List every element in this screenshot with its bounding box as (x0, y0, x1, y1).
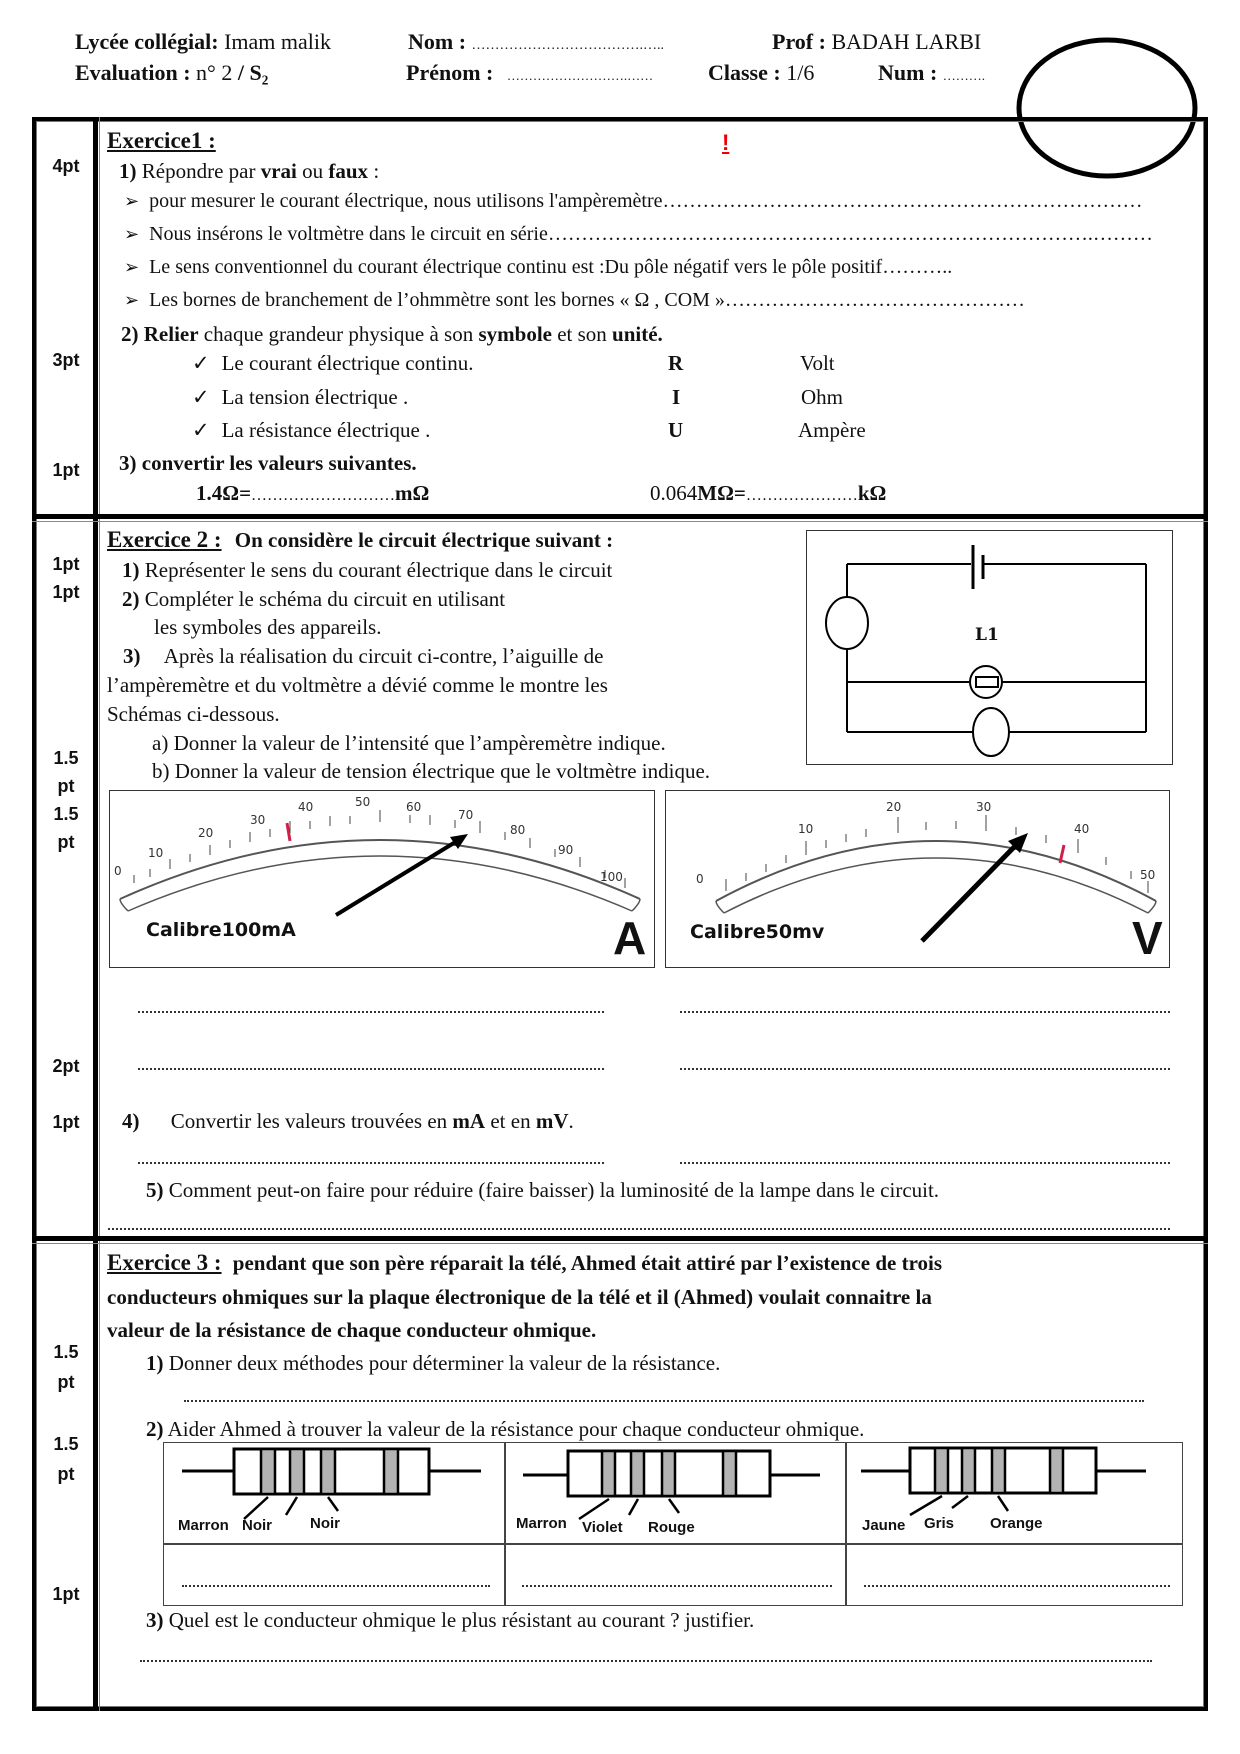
ex2-q5-num: 5) (146, 1178, 164, 1202)
ex2-q2-line2: les symboles des appareils. (154, 615, 382, 639)
ex3-q1-num: 1) (146, 1351, 164, 1375)
match-quantity-2[interactable]: ✓ La tension électrique . (192, 384, 408, 410)
resistor-2-band-1: Marron (516, 1515, 567, 1532)
svg-text:50: 50 (355, 795, 371, 809)
ex1-q1 (119, 158, 379, 184)
ex2-q3a: a) Donner la valeur de l’intensité que l’ampèremètre indique. (152, 731, 666, 755)
ex3-q2 (146, 1416, 864, 1442)
voltmeter-calibre: Calibre50mv (690, 921, 825, 943)
ex1-q1-colon: : (373, 159, 380, 183)
ex2-q2-line1: Compléter le schéma du circuit en utilisant (144, 587, 506, 611)
ex2-q5-text: Comment peut-on faire pour réduire (faire baisser) la luminosité de la lampe dans le circuit. (168, 1178, 940, 1202)
prof-info (772, 29, 981, 55)
answer-line-ex3-q3[interactable] (140, 1660, 1152, 1662)
ex1-statement-1[interactable]: ➢ pour mesurer le courant électrique, nous utilisons l'ampèremètre……………………………………………………………… (124, 188, 1194, 214)
ex2-q4-num: 4) (122, 1109, 140, 1133)
resistor-table (163, 1442, 1183, 1606)
conversion-1[interactable] (196, 480, 429, 509)
answer-resistor-2[interactable] (522, 1585, 832, 1587)
answer-line-q4-ma[interactable] (138, 1162, 604, 1164)
score-ex2-q3a-value: 1.5 (53, 748, 79, 768)
ex3-q2-text: Aider Ahmed à trouver la valeur de la résistance pour chaque conducteur ohmique. (167, 1417, 865, 1441)
prof-value: BADAH LARBI (831, 29, 982, 54)
section-separator-1-thin (32, 521, 1208, 522)
match-unit-2[interactable]: Ohm (801, 385, 843, 409)
school-value: Imam malik (224, 29, 331, 54)
ammeter-calibre: Calibre100mA (146, 919, 296, 941)
nom-field[interactable] (408, 29, 664, 59)
ex3-intro-line1: pendant que son père réparait la télé, Ahmed était attiré par l’existence de trois (232, 1251, 943, 1275)
resistor-2-band-2: Violet (582, 1519, 623, 1536)
score-ex1-q3: 1pt (52, 460, 80, 480)
ex1-q2-text2: et son (551, 322, 613, 346)
classe-info (708, 60, 814, 86)
ex3-q3 (146, 1607, 754, 1633)
svg-text:10: 10 (798, 822, 814, 836)
score-column-separator-thin (99, 117, 100, 1711)
ammeter-dial (109, 790, 655, 968)
score-ex1-q2: 3pt (52, 350, 80, 370)
ex1-q1-text: Répondre par (141, 159, 256, 183)
resistor-3-band-2: Gris (924, 1515, 955, 1532)
classe-label: Classe : (708, 60, 781, 85)
red-mark: ! (722, 130, 730, 155)
ex2-q3-line3: Schémas ci-dessous. (107, 702, 280, 726)
prenom-dots: ……………………….…… (506, 68, 654, 83)
voltmeter-unit: V (1132, 912, 1163, 964)
ex2-q1 (122, 557, 612, 583)
answer-line-q5[interactable] (108, 1228, 1170, 1230)
lamp-label: L1 (975, 625, 999, 645)
conv1-unit: mΩ (395, 481, 430, 505)
amm-tick-0: 0 (114, 864, 122, 878)
answer-line-voltmeter-2[interactable] (680, 1068, 1170, 1070)
section-separator-2 (32, 1236, 1208, 1241)
nom-label: Nom : (408, 29, 467, 54)
conv2-unit: kΩ (857, 481, 887, 505)
ex2-q3b: b) Donner la valeur de tension électrique que le voltmètre indique. (152, 759, 711, 783)
ex1-q2 (121, 321, 663, 347)
ex1-q3-title: 3) convertir les valeurs suivantes. (119, 451, 417, 475)
svg-text:100: 100 (600, 870, 623, 884)
exercise2-intro: On considère le circuit électrique suivant : (234, 528, 614, 552)
match-symbol-1[interactable]: R (668, 351, 684, 375)
svg-text:20: 20 (886, 800, 902, 814)
num-field[interactable] (878, 60, 985, 89)
ex1-statement-4[interactable]: ➢ Les bornes de branchement de l’ohmmètre sont les bornes « Ω , COM »……………………………………… (124, 287, 1194, 313)
school-label: Lycée collégial: (75, 29, 219, 54)
resistor-1-band-3: Noir (310, 1515, 340, 1532)
svg-text:80: 80 (510, 823, 526, 837)
nom-dots: ……………………………….….. (471, 38, 665, 53)
ex1-statement-3[interactable]: ➢ Le sens conventionnel du courant électrique continu est :Du pôle négatif vers le pôle positif……….. (124, 254, 1194, 280)
svg-text:40: 40 (1074, 822, 1090, 836)
svg-text:30: 30 (976, 800, 992, 814)
svg-text:20: 20 (198, 826, 214, 840)
score-ex2-q1: 1pt (52, 554, 80, 574)
ex3-heading (107, 1250, 942, 1276)
ex1-q2-symbole: symbole (478, 322, 552, 346)
ex3-q2-num: 2) (146, 1417, 164, 1441)
conv2-unit-from: MΩ= (697, 481, 746, 505)
ex2-q4-pre: Convertir les valeurs trouvées en (170, 1109, 453, 1133)
svg-text:0: 0 (696, 872, 704, 886)
conv2-value: 0.064 (650, 481, 698, 505)
ex1-q2-text1: chaque grandeur physique à son (198, 322, 479, 346)
score-column-separator (93, 117, 98, 1711)
prenom-label: Prénom : (406, 60, 494, 85)
ex2-heading (107, 527, 613, 553)
answer-resistor-1[interactable] (182, 1585, 490, 1587)
ex3-q1 (146, 1350, 720, 1376)
ex2-q3-line1: Après la réalisation du circuit ci-contre, l’aiguille de (163, 644, 604, 668)
section-separator-2-thin (32, 1243, 1208, 1244)
prenom-field[interactable] (406, 60, 653, 89)
num-dots: ………. (942, 68, 986, 83)
ex2-q3 (123, 643, 603, 669)
resistor-3-band-3: Orange (990, 1515, 1043, 1532)
conversion-2[interactable] (650, 480, 886, 509)
ex2-q2-num: 2) (122, 587, 140, 611)
svg-text:40: 40 (298, 800, 314, 814)
semester: / S₂ (237, 60, 269, 85)
prof-label: Prof : (772, 29, 826, 54)
answer-resistor-3[interactable] (864, 1585, 1170, 1587)
ammeter-unit: A (613, 912, 647, 964)
resistor-1-band-2: Noir (242, 1517, 272, 1534)
score-ex2-q4: 2pt (52, 1056, 80, 1076)
conv1-value: 1.4Ω= (196, 481, 252, 505)
circuit-diagram (806, 530, 1173, 765)
score-ex3-q1-value: 1.5 (53, 1342, 79, 1362)
ex1-q1-num: 1) (119, 159, 137, 183)
ex2-q4-post: . (568, 1109, 574, 1133)
score-ex2-q5: 1pt (52, 1112, 80, 1132)
section-separator-1 (32, 514, 1208, 519)
answer-line-ammeter-2[interactable] (138, 1068, 604, 1070)
answer-line-ex3-q1[interactable] (184, 1400, 1144, 1402)
circuit-svg (807, 531, 1171, 763)
ex2-q4-ma: mA (452, 1109, 486, 1133)
ex2-q4-mv: mV (535, 1109, 569, 1133)
ex3-q3-text: Quel est le conducteur ohmique le plus résistant au courant ? justifier. (168, 1608, 755, 1632)
voltmeter-dial (665, 790, 1170, 968)
ex1-q2-unite: unité. (612, 322, 663, 346)
match-unit-3[interactable]: Ampère (798, 418, 866, 442)
score-ex2-q3b-value: 1.5 (53, 804, 79, 824)
resistor-2-band-3: Rouge (648, 1519, 695, 1536)
resistor-1-band-1: Marron (178, 1517, 229, 1534)
ex1-q1-vrai: vrai (260, 159, 297, 183)
svg-text:90: 90 (558, 843, 574, 857)
ex2-q4-mid: et en (485, 1109, 536, 1133)
svg-text:70: 70 (458, 808, 474, 822)
score-ex2-q3b-unit: pt (57, 832, 75, 852)
score-ex1-q1: 4pt (52, 156, 80, 176)
evaluation-label: Evaluation : (75, 60, 191, 85)
ex2-q3-line2: l’ampèremètre et du voltmètre a dévié comme le montre les (107, 673, 608, 697)
answer-line-ammeter-1[interactable] (138, 1011, 604, 1013)
match-unit-1[interactable]: Volt (800, 351, 835, 375)
ex1-q2-relier: Relier (143, 322, 199, 346)
ex3-intro-line3: valeur de la résistance de chaque conducteur ohmique. (107, 1318, 597, 1342)
ex1-q2-num: 2) (121, 322, 139, 346)
score-ex3-q2-unit: pt (57, 1464, 75, 1484)
score-ex2-q2: 1pt (52, 582, 80, 602)
svg-text:10: 10 (148, 846, 164, 860)
exercise1-title: Exercice1 : (107, 128, 216, 153)
conv2-dots: ………………… (745, 487, 858, 504)
num-label: Num : (878, 60, 938, 85)
ex1-q1-faux: faux (328, 159, 369, 183)
ex2-q1-num: 1) (122, 558, 140, 582)
header-row-1 (75, 29, 331, 55)
answer-line-q4-mv[interactable] (680, 1162, 1170, 1164)
svg-text:60: 60 (406, 800, 422, 814)
svg-text:50: 50 (1140, 868, 1156, 882)
score-ex3-q1-unit: pt (57, 1372, 75, 1392)
ex3-intro-line2: conducteurs ohmiques sur la plaque électronique de la télé et il (Ahmed) voulait connaitre la (107, 1285, 932, 1309)
ex2-q1-text: Représenter le sens du courant électrique dans le circuit (144, 558, 613, 582)
ex3-q1-text: Donner deux méthodes pour déterminer la valeur de la résistance. (168, 1351, 721, 1375)
ex2-q3-num: 3) (123, 644, 141, 668)
ex1-q1-ou: ou (302, 159, 324, 183)
evaluation-info (75, 60, 268, 86)
score-ex3-q2-value: 1.5 (53, 1434, 79, 1454)
ex2-q2 (122, 586, 505, 612)
ex2-q5 (146, 1177, 939, 1203)
score-ex2-q3a-unit: pt (57, 776, 75, 796)
resistor-3-band-1: Jaune (862, 1517, 906, 1534)
match-quantity-1[interactable]: ✓ Le courant électrique continu. (192, 350, 474, 376)
evaluation-value: n° 2 (196, 60, 233, 85)
match-symbol-2[interactable]: I (672, 385, 681, 409)
answer-line-voltmeter-1[interactable] (680, 1011, 1170, 1013)
exercise2-title: Exercice 2 : (107, 527, 222, 552)
match-symbol-3[interactable]: U (668, 418, 684, 442)
match-quantity-3[interactable]: ✓ La résistance électrique . (192, 417, 430, 443)
svg-text:30: 30 (250, 813, 266, 827)
ex2-q4 (122, 1108, 574, 1134)
ex1-statement-2[interactable]: ➢ Nous insérons le voltmètre dans le circuit en série……………………………………………………………………….……… (124, 221, 1194, 247)
table-divider-row (164, 1543, 1182, 1545)
conv1-dots: ……………………… (251, 487, 396, 504)
ex3-q3-num: 3) (146, 1608, 164, 1632)
score-ex3-q3: 1pt (52, 1584, 80, 1604)
exercise3-title: Exercice 3 : (107, 1250, 222, 1275)
classe-value: 1/6 (786, 60, 815, 85)
